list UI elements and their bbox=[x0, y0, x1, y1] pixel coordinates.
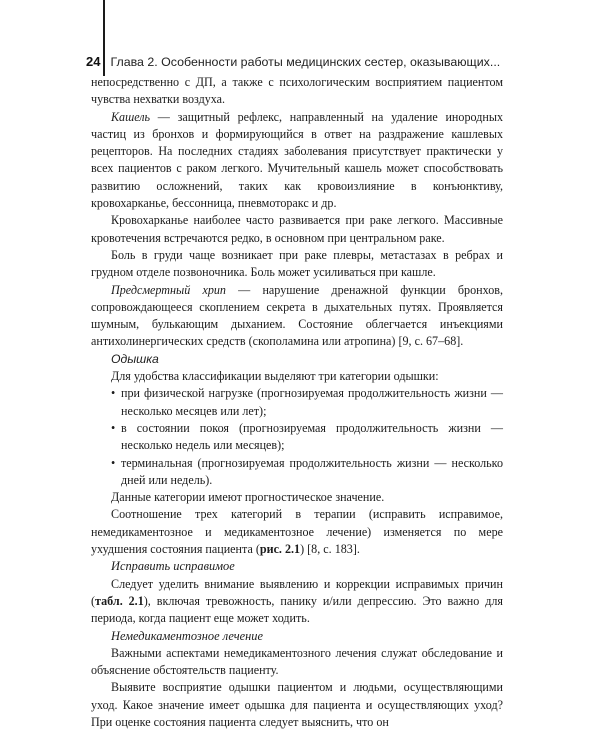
paragraph-cough bbox=[91, 109, 503, 213]
paragraph-continued: непосредственно с ДП, а также с психологическим восприятием пациентом чувства нехватки воздуха. bbox=[91, 75, 503, 107]
term-cough: Кашель bbox=[111, 109, 151, 124]
list-item: • в состоянии покоя (прогнозируемая продолжительность жизни — несколько недель или месяцев); bbox=[111, 420, 503, 455]
cough-text: — защитный рефлекс, направленный на удаление инородных частиц из бронхов и формирующийся в ответ на раздражение кашлевых рецепторов. На последних стадиях заболевания присутствует практически у всех пациентов с раком легкого. Мучительный кашель может способствовать развитию осложнений, таких как кровоизлияние в конъюнктиву, кровохарканье, бессонница, пневмоторакс и др. bbox=[91, 109, 503, 211]
nonmedical-paragraph-2: Выявите восприятие одышки пациентом и людьми, осуществляющими уход. Какое значение имеет одышка для пациента и осуществляющих уход? При оценке состояния пациента следует выяснить, что он bbox=[91, 680, 503, 729]
therapy-text-a: Соотношение трех категорий в терапии (исправить исправимое, немедикаментозное и медикаментозное лечение) изменяется по мере ухудшения состояния пациента ( bbox=[91, 507, 503, 557]
paragraph-death-rattle bbox=[91, 282, 503, 351]
running-header bbox=[86, 54, 560, 69]
figure-ref: рис. 2.1 bbox=[259, 542, 301, 557]
running-title: Глава 2. Особенности работы медицинских сестер, оказывающих... bbox=[110, 55, 501, 69]
page-number: 24 bbox=[86, 54, 101, 69]
correctable-paragraph bbox=[91, 576, 503, 628]
paragraph-chest-pain: Боль в груди чаще возникает при раке плевры, метастазах в ребрах и грудном отделе позвоночника. Боль может усиливаться при кашле. bbox=[91, 247, 503, 280]
heading-correctable: Исправить исправимое bbox=[111, 559, 235, 574]
paragraph-hemoptysis: Кровохарканье наиболее часто развивается при раке легкого. Массивные кровотечения встречаются редко, в основном при центральном раке. bbox=[91, 213, 503, 245]
list-item: • терминальная (прогнозируемая продолжительность жизни — несколько дней или недель). bbox=[111, 455, 503, 490]
nonmedical-paragraph-1: Важными аспектами немедикаментозного лечения служат обследование и объяснение обстоятельств пациенту. bbox=[91, 645, 503, 678]
dyspnea-prognostic-note: Данные категории имеют прогностическое значение. bbox=[111, 490, 385, 505]
therapy-text-b: ) [8, с. 183]. bbox=[300, 542, 360, 557]
heading-nonmedical: Немедикаментозное лечение bbox=[111, 628, 263, 643]
term-death-rattle: Предсмертный хрип bbox=[111, 282, 226, 297]
table-ref: табл. 2.1 bbox=[95, 593, 144, 608]
death-rattle-text: — нарушение дренажной функции бронхов, сопровождающееся скоплением секрета в дыхательных путях. Проявляется шумным, булькающим дыханием. Состояние облегчается инъекциями антихолинергических средств (скополамина или атропина) [9, с. 67–68]. bbox=[91, 282, 503, 349]
page-body bbox=[91, 74, 503, 731]
heading-dyspnea: Одышка bbox=[111, 351, 159, 366]
dyspnea-intro: Для удобства классификации выделяют три категории одышки: bbox=[111, 369, 439, 384]
correctable-text-a: Следует уделить внимание выявлению и коррекции исправимых причин ( bbox=[91, 576, 503, 608]
list-item: • при физической нагрузке (прогнозируемая продолжительность жизни — несколько месяцев или лет); bbox=[111, 385, 503, 420]
dyspnea-therapy-paragraph bbox=[91, 506, 503, 558]
correctable-text-b: ), включая тревожность, панику и/или депрессию. Это важно для периода, когда пациент еще может ходить. bbox=[91, 593, 503, 626]
dyspnea-category-list bbox=[91, 385, 503, 489]
